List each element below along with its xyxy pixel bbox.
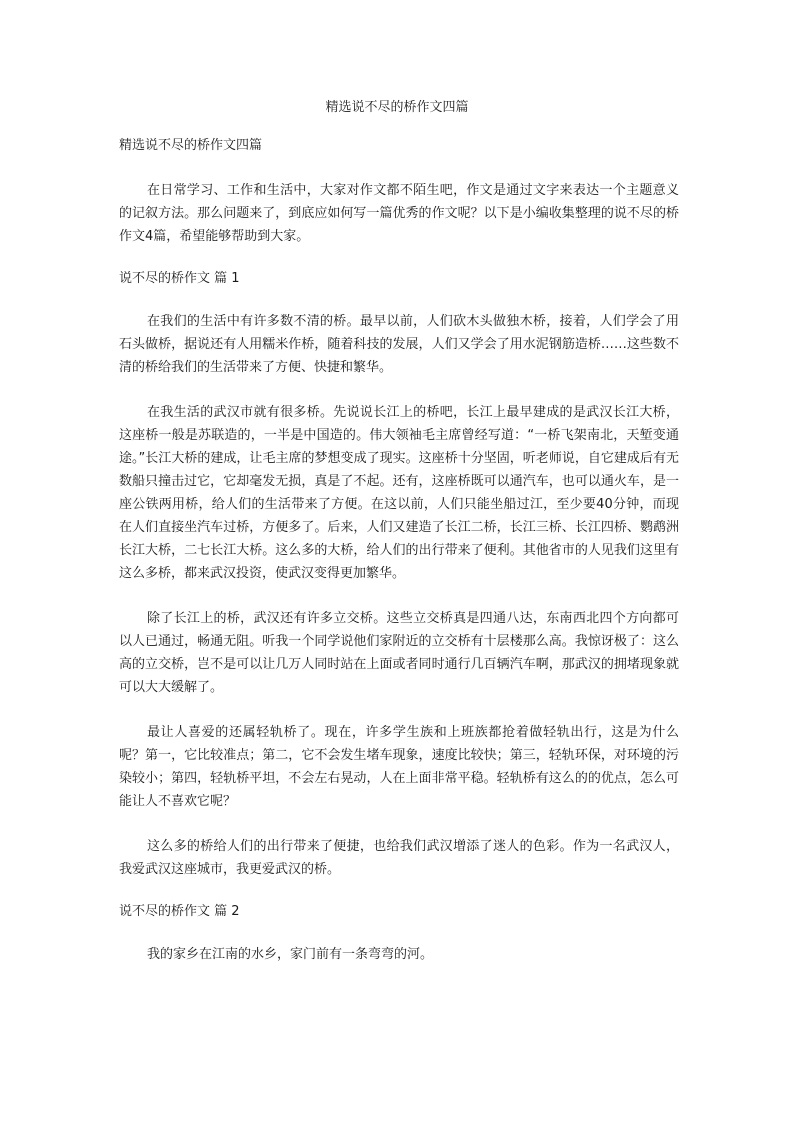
section-1-paragraph-2: 在我生活的武汉市就有很多桥。先说说长江上的桥吧，长江上最早建成的是武汉长江大桥，这座桥一般是苏联造的，一半是中国造的。伟大领袖毛主席曾经写道：“一桥飞架南北，天堑变通途。”长江大桥的建成，让毛主席的梦想变成了现实。这座桥十分坚固，听老师说，自它建成后有无数船只撞击过它，它却毫发无损，真是了不起。还有，这座桥既可以通汽车，也可以通火车，是一座公铁两用桥，给人们的生活带来了方便。在这以前，人们只能坐船过江，至少要40分钟，而现在人们直接坐汽车过桥，方便多了。后来，人们又建造了长江二桥，长江三桥、长江四桥、鹦鹉洲长江大桥，二七长江大桥。这么多的大桥，给人们的出行带来了便利。其他省市的人见我们这里有这么多桥，都来武汉投资，使武汉变得更加繁华。 [119, 405, 679, 581]
document-title: 精选说不尽的桥作文四篇 [325, 100, 469, 115]
section-1-paragraph-1: 在我们的生活中有许多数不清的桥。最早以前，人们砍木头做独木桥，接着，人们学会了用石头做桥，据说还有人用糯米作桥，随着科技的发展，人们又学会了用水泥钢筋造桥……这些数不清的桥给我们的生活带来了方便、快捷和繁华。 [119, 314, 679, 375]
section-2-paragraph-1: 我的家乡在江南的水乡，家门前有一条弯弯的河。 [147, 947, 434, 962]
section-1-paragraph-5: 这么多的桥给人们的出行带来了便捷，也给我们武汉增添了迷人的色彩。作为一名武汉人，我爱武汉这座城市，我更爱武汉的桥。 [119, 839, 679, 877]
document-body [119, 137, 679, 988]
section-1-paragraph-4: 最让人喜爱的还属轻轨桥了。现在，许多学生族和上班族都抢着做轻轨出行，这是为什么呢？第一，它比较准点；第二，它不会发生堵车现象，速度比较快；第三，轻轨环保，对环境的污染较小；第四，轻轨桥平坦，不会左右晃动，人在上面非常平稳。轻轨桥有这么的的优点，怎么可能让人不喜欢它呢？ [119, 725, 679, 809]
intro-paragraph: 在日常学习、工作和生活中，大家对作文都不陌生吧，作文是通过文字来表达一个主题意义的记叙方法。那么问题来了，到底应如何写一篇优秀的作文呢？以下是小编收集整理的说不尽的桥作文4篇，希望能够帮助到大家。 [119, 183, 679, 244]
document-subtitle: 精选说不尽的桥作文四篇 [119, 138, 263, 153]
section-1-paragraph-3: 除了长江上的桥，武汉还有许多立交桥。这些立交桥真是四通八达，东南西北四个方向都可以人已通过，畅通无阻。听我一个同学说他们家附近的立交桥有十层楼那么高。我惊讶极了：这么高的立交桥，岂不是可以让几万人同时站在上面或者同时通行几百辆汽车啊，那武汉的拥堵现象就可以大大缓解了。 [119, 611, 679, 695]
section-heading-2: 说不尽的桥作文 篇 2 [119, 904, 240, 919]
section-heading-1: 说不尽的桥作文 篇 1 [119, 271, 240, 286]
